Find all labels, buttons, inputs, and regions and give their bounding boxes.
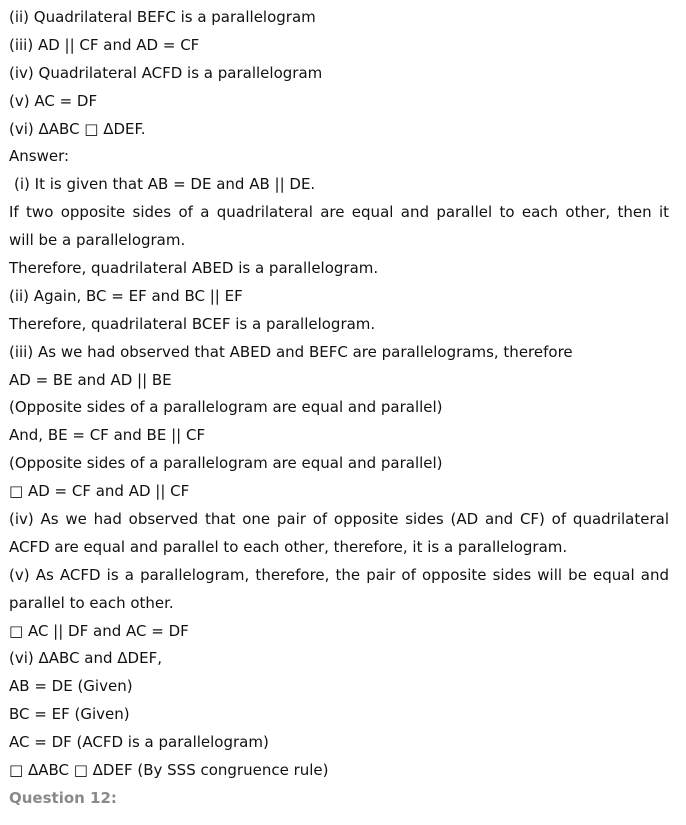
answer-paragraph-line: And, BE = CF and BE || CF: [9, 426, 206, 445]
answer-part-ii: (ii) Again, BC = EF and BC || EF: [9, 286, 243, 305]
answer-conclusion: □ ΔABC □ ΔDEF (By SSS congruence rule): [9, 761, 329, 780]
answer-paragraph-line: will be a parallelogram.: [9, 231, 186, 250]
answer-paragraph-line: parallel to each other.: [9, 593, 174, 612]
answer-paragraph-line: (Opposite sides of a parallelogram are equal and parallel): [9, 454, 443, 473]
answer-part-v: (v) As ACFD is a parallelogram, therefore, the pair of opposite sides will be equal and: [9, 565, 669, 584]
answer-paragraph-line: (Opposite sides of a parallelogram are equal and parallel): [9, 398, 443, 417]
answer-part-iv: (iv) As we had observed that one pair of opposite sides (AD and CF) of quadrilateral: [9, 510, 669, 529]
document-body: [9, 4, 669, 813]
answer-paragraph-line: AB = DE (Given): [9, 677, 133, 696]
answer-label: Answer:: [9, 147, 70, 166]
answer-paragraph-line: If two opposite sides of a quadrilateral are equal and parallel to each other, then it: [9, 203, 669, 222]
answer-part-iii: (iii) As we had observed that ABED and BEFC are parallelograms, therefore: [9, 342, 573, 361]
statement-iv: (iv) Quadrilateral ACFD is a parallelogram: [9, 63, 323, 82]
answer-paragraph-line: ACFD are equal and parallel to each other, therefore, it is a parallelogram.: [9, 537, 568, 556]
question-heading: Question 12:: [9, 788, 117, 807]
answer-paragraph-line: BC = EF (Given): [9, 705, 130, 724]
answer-paragraph-line: Therefore, quadrilateral ABED is a parallelogram.: [9, 259, 379, 278]
answer-part-i: (i) It is given that AB = DE and AB || DE.: [14, 175, 316, 194]
answer-paragraph-line: Therefore, quadrilateral BCEF is a parallelogram.: [9, 314, 376, 333]
statement-vi: (vi) ΔABC □ ΔDEF.: [9, 119, 146, 138]
statement-v: (v) AC = DF: [9, 91, 98, 110]
answer-paragraph-line: AC = DF (ACFD is a parallelogram): [9, 733, 269, 752]
answer-paragraph-line: AD = BE and AD || BE: [9, 370, 172, 389]
answer-part-vi: (vi) ΔABC and ΔDEF,: [9, 649, 162, 668]
answer-paragraph-line: □ AD = CF and AD || CF: [9, 482, 190, 501]
statement-iii: (iii) AD || CF and AD = CF: [9, 35, 200, 54]
answer-paragraph-line: □ AC || DF and AC = DF: [9, 621, 189, 640]
statement-ii: (ii) Quadrilateral BEFC is a parallelogram: [9, 8, 316, 26]
